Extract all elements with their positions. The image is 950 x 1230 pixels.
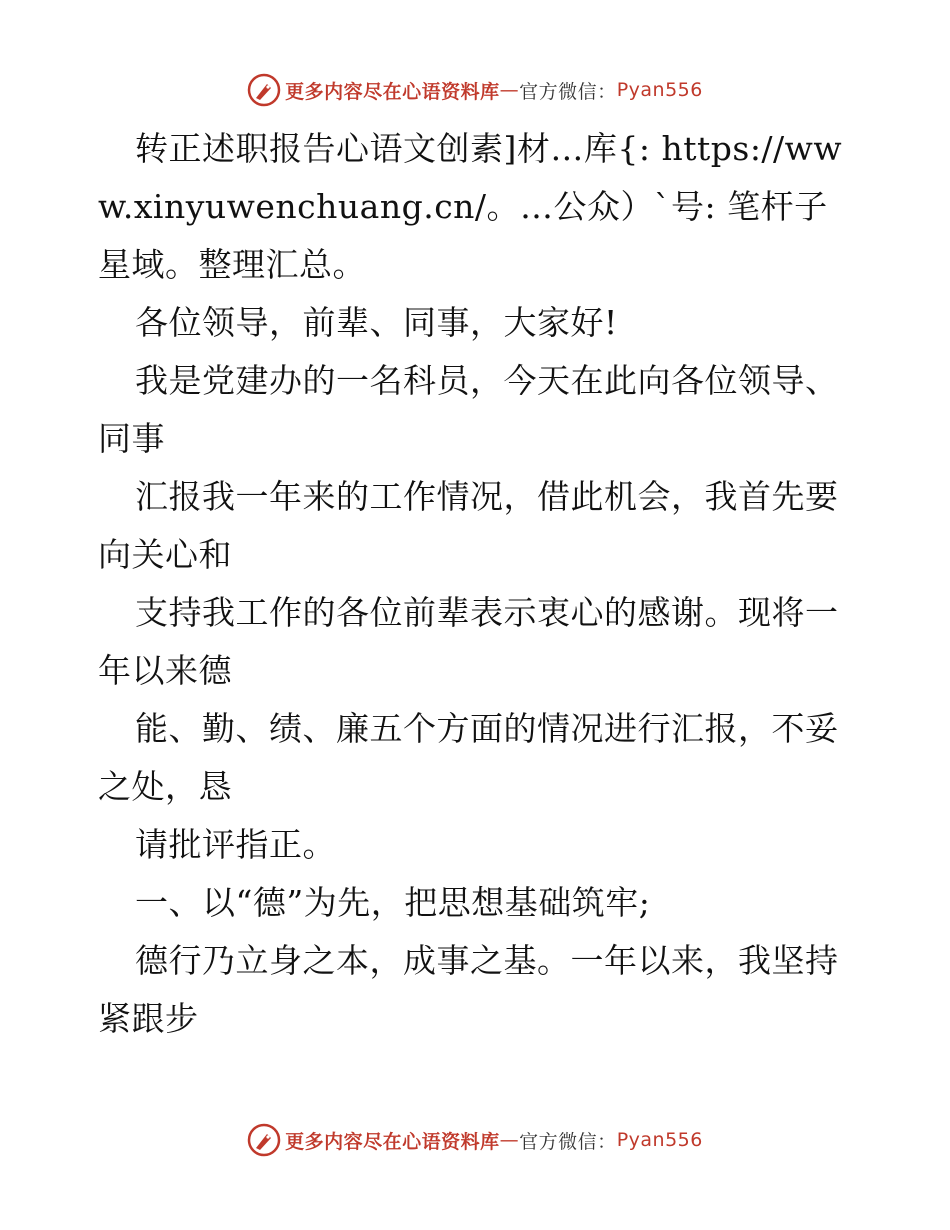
banner-brand: 更多内容尽在心语资料库 xyxy=(285,80,500,103)
banner-brand: 更多内容尽在心语资料库 xyxy=(285,1130,500,1153)
paragraph: 我是党建办的一名科员，今天在此向各位领导、同事 xyxy=(98,361,839,458)
banner-official-label: 官方微信： xyxy=(519,1130,617,1153)
footer-banner xyxy=(0,1120,950,1160)
pen-nib-logo-icon xyxy=(247,73,281,107)
paragraph: 请批评指正。 xyxy=(135,825,336,864)
pen-nib-logo-icon xyxy=(247,1123,281,1157)
header-banner xyxy=(0,70,950,110)
banner-dash: — xyxy=(499,79,520,101)
paragraph-greeting: 各位领导，前辈、同事，大家好! xyxy=(135,303,618,342)
banner-official-label: 官方微信： xyxy=(519,80,617,103)
paragraph: 能、勤、绩、廉五个方面的情况进行汇报，不妥之处，恳 xyxy=(98,709,839,806)
paragraph: 汇报我一年来的工作情况，借此机会，我首先要向关心和 xyxy=(98,477,839,574)
paragraph: 德行乃立身之本，成事之基。一年以来，我坚持紧跟步 xyxy=(98,941,839,1038)
banner-dash: — xyxy=(499,1129,520,1151)
paragraph-intro: 转正述职报告心语文创素]材…库{: https://www.xinyuwenchuang.cn/。…公众）`号: 笔杆子星域。整理汇总。 xyxy=(98,129,843,284)
paragraph: 支持我工作的各位前辈表示衷心的感谢。现将一年以来德 xyxy=(98,593,839,690)
banner-wechat-handle: Pyan556 xyxy=(616,1129,703,1151)
section-heading: 一、以“德”为先，把思想基础筑牢; xyxy=(135,883,651,922)
banner-wechat-handle: Pyan556 xyxy=(616,79,703,101)
document-body xyxy=(98,120,858,1048)
